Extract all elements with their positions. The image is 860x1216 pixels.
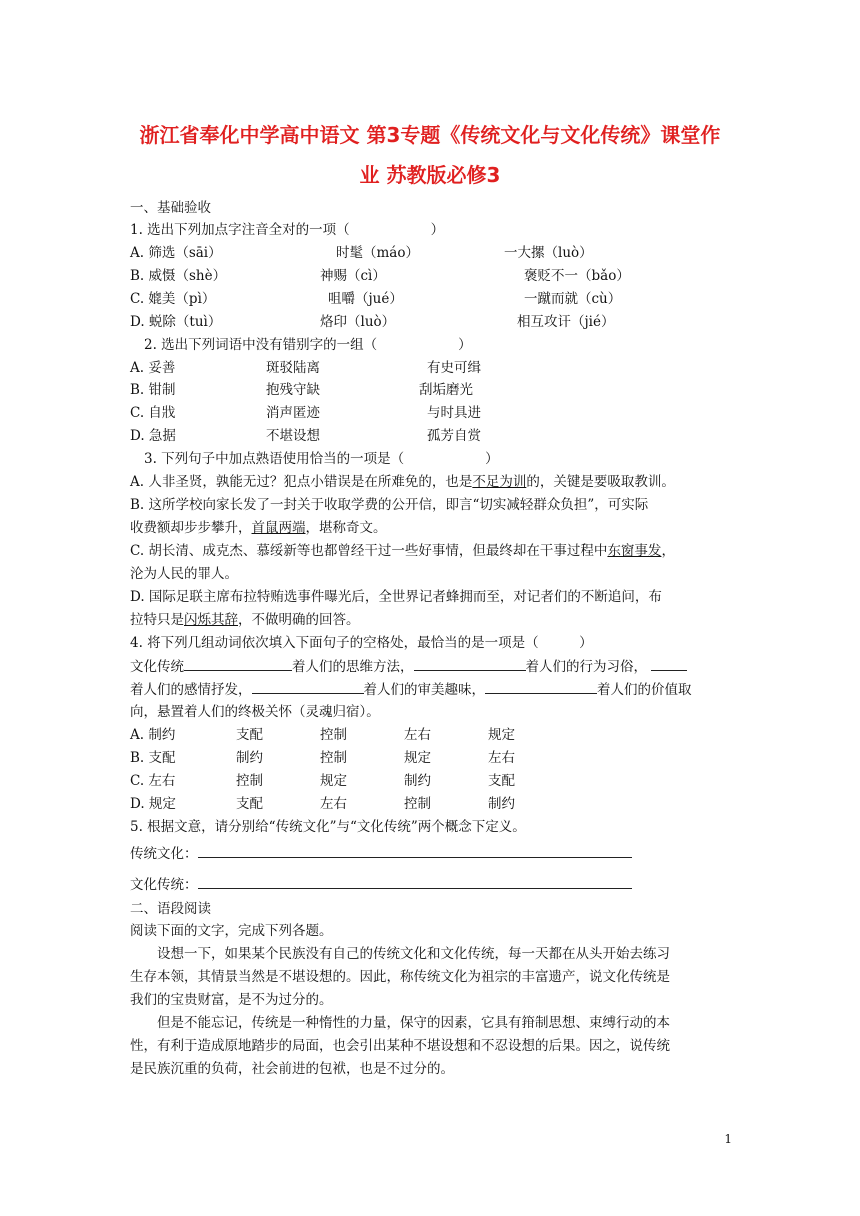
reading-p2-line-2: 性，有利于造成原地踏步的局面，也会引出某种不堪设想和不忍设想的后果。因之，说传统 (130, 1038, 670, 1054)
q3-d-text-2: ，不做明确的回答。 (238, 612, 360, 628)
q3-c-text-1: C. 胡长清、成克杰、慕绥新等也都曾经干过一些好事情，但最终却在干事过程中 (130, 543, 608, 559)
question-1-stem: 1. 选出下列加点字注音全对的一项（ ） (130, 222, 445, 238)
q2-option-a-2: 斑驳陆离 (266, 360, 320, 376)
question-4-stem: 4. 将下列几组动词依次填入下面句子的空格处，最恰当的是一项是（ ） (130, 635, 593, 651)
q1-option-d-3: 相互攻讦（jié） (517, 314, 615, 330)
q1-option-a-1: A. 筛选（sāi） (130, 245, 222, 261)
q4-option-d-5: 制约 (488, 796, 515, 812)
q4-option-a-3: 控制 (320, 727, 347, 743)
q4-option-c-3: 规定 (320, 773, 347, 789)
q2-option-b-1: B. 钳制 (130, 382, 176, 398)
q3-a-text-2: 的，关键是要吸取教训。 (526, 474, 675, 490)
q4-text: 着人们的审美趣味， (363, 682, 485, 698)
question-2-stem: 2. 选出下列词语中没有错别字的一组（ ） (144, 337, 472, 353)
q4-option-b-1: B. 支配 (130, 750, 176, 766)
q3-c-idiom: 东窗事发 (607, 543, 662, 559)
q2-option-b-3: 刮垢磨光 (419, 382, 473, 398)
q4-option-d-1: D. 规定 (130, 796, 176, 812)
q2-option-c-2: 消声匿迹 (266, 405, 320, 421)
q4-option-b-2: 制约 (236, 750, 263, 766)
q3-a-idiom: 不足为训 (472, 474, 527, 490)
q5-definition-2 (130, 875, 632, 894)
q1-option-b-2: 神赐（cì） (320, 268, 386, 284)
q3-option-b-line-2 (130, 519, 387, 537)
q1-option-c-1: C. 媲美（pì） (130, 291, 216, 307)
reading-intro: 阅读下面的文字，完成下列各题。 (130, 923, 333, 939)
reading-p2-line-3: 是民族沉重的负荷，社会前进的包袱，也是不过分的。 (130, 1061, 454, 1077)
reading-p1-line-2: 生存本领，其情景当然是不堪设想的。因此，称传统文化为祖宗的丰富遗产，说文化传统是 (130, 969, 670, 985)
q3-option-d-line-2 (130, 611, 360, 629)
question-3-stem: 3. 下列句子中加点熟语使用恰当的一项是（ ） (144, 451, 499, 467)
reading-p1-line-3: 我们的宝贵财富，是不为过分的。 (130, 992, 333, 1008)
q2-option-b-2: 抱残守缺 (266, 382, 320, 398)
section-heading: 一、基础验收 (130, 200, 211, 216)
q2-option-a-3: 有史可缉 (427, 360, 481, 376)
q5-definition-1 (130, 844, 632, 863)
q2-option-d-3: 孤芳自赏 (427, 428, 481, 444)
q5-answer-line-1[interactable] (198, 844, 632, 858)
title-line-1: 浙江省奉化中学高中语文 第3专题《传统文化与文化传统》课堂作 (139, 123, 721, 147)
q4-blank-5[interactable] (485, 680, 597, 694)
q4-passage-line-2 (130, 680, 692, 699)
q5-label-cultural-tradition: 文化传统： (130, 877, 198, 893)
q3-c-text-2: ， (661, 543, 675, 559)
q4-blank-4[interactable] (252, 680, 364, 694)
q4-text: 文化传统 (130, 659, 184, 675)
q1-option-d-1: D. 蜕除（tuì） (130, 314, 222, 330)
q3-option-c-line-1 (130, 542, 675, 560)
q3-b-idiom: 首鼠两端 (251, 520, 306, 536)
q3-b-text-1: 收费额却步步攀升， (130, 520, 252, 536)
q4-text: 着人们的行为习俗， (525, 659, 647, 675)
reading-p2-line-1: 但是不能忘记，传统是一种惰性的力量，保守的因素，它具有箝制思想、束缚行动的本 (157, 1015, 670, 1031)
q4-blank-2[interactable] (414, 657, 526, 671)
q5-answer-line-2[interactable] (198, 875, 632, 889)
q4-option-d-3: 左右 (320, 796, 347, 812)
q3-option-b-line-1: B. 这所学校向家长发了一封关于收取学费的公开信，即言“切实减轻群众负担”，可实际 (130, 497, 649, 513)
q4-option-c-2: 控制 (236, 773, 263, 789)
q4-blank-3[interactable] (651, 657, 687, 671)
q4-option-b-5: 左右 (488, 750, 515, 766)
q4-text: 着人们的感情抒发， (130, 682, 252, 698)
q2-option-d-1: D. 急据 (130, 428, 176, 444)
q4-option-b-3: 控制 (320, 750, 347, 766)
section-heading: 二、语段阅读 (130, 901, 211, 917)
q1-option-a-3: 一大摞（luò） (504, 245, 593, 261)
q3-option-a (130, 473, 675, 491)
question-5-stem: 5. 根据文意，请分别给“传统文化”与“文化传统”两个概念下定义。 (130, 819, 526, 835)
q1-option-d-2: 烙印（luò） (320, 314, 396, 330)
q4-passage-line-1 (130, 657, 687, 676)
q4-option-c-1: C. 左右 (130, 773, 176, 789)
q2-option-c-3: 与时具进 (427, 405, 481, 421)
q4-passage-line-3: 向，悬置着人们的终极关怀（灵魂归宿）。 (130, 704, 380, 720)
q2-option-d-2: 不堪设想 (266, 428, 320, 444)
q3-d-idiom: 闪烁其辞 (184, 612, 238, 628)
q4-option-a-1: A. 制约 (130, 727, 176, 743)
q3-option-d-line-1: D. 国际足联主席布拉特贿选事件曝光后，全世界记者蜂拥而至，对记者们的不断追问，布 (130, 589, 662, 605)
page-number: 1 (724, 1132, 732, 1146)
q4-text: 着人们的思维方法， (292, 659, 414, 675)
q4-blank-1[interactable] (184, 657, 292, 671)
q1-option-b-1: B. 威慑（shè） (130, 268, 227, 284)
q4-option-c-4: 制约 (404, 773, 431, 789)
q4-option-a-5: 规定 (488, 727, 515, 743)
q3-d-text-1: 拉特只是 (130, 612, 184, 628)
q4-option-c-5: 支配 (488, 773, 515, 789)
q4-option-a-4: 左右 (404, 727, 431, 743)
q4-text: 着人们的价值取 (597, 682, 692, 698)
q4-option-d-2: 支配 (236, 796, 263, 812)
reading-p1-line-1: 设想一下，如果某个民族没有自己的传统文化和文化传统，每一天都在从头开始去练习 (157, 946, 670, 962)
q2-option-c-1: C. 自戕 (130, 405, 176, 421)
q4-option-d-4: 控制 (404, 796, 431, 812)
q1-option-c-2: 咀嚼（jué） (328, 291, 403, 307)
q1-option-a-2: 时髦（máo） (336, 245, 419, 261)
q2-option-a-1: A. 妥善 (130, 360, 176, 376)
q3-option-c-line-2: 沦为人民的罪人。 (130, 566, 238, 582)
q5-label-traditional-culture: 传统文化： (130, 846, 198, 862)
q1-option-b-3: 褒贬不一（bǎo） (524, 268, 630, 284)
q3-a-text-1: A. 人非圣贤，孰能无过？犯点小错误是在所难免的，也是 (130, 474, 473, 490)
q1-option-c-3: 一蹴而就（cù） (524, 291, 622, 307)
q4-option-a-2: 支配 (236, 727, 263, 743)
q3-b-text-2: ，堪称奇文。 (305, 520, 387, 536)
q4-option-b-4: 规定 (404, 750, 431, 766)
title-line-2: 业 苏教版必修3 (359, 163, 501, 187)
